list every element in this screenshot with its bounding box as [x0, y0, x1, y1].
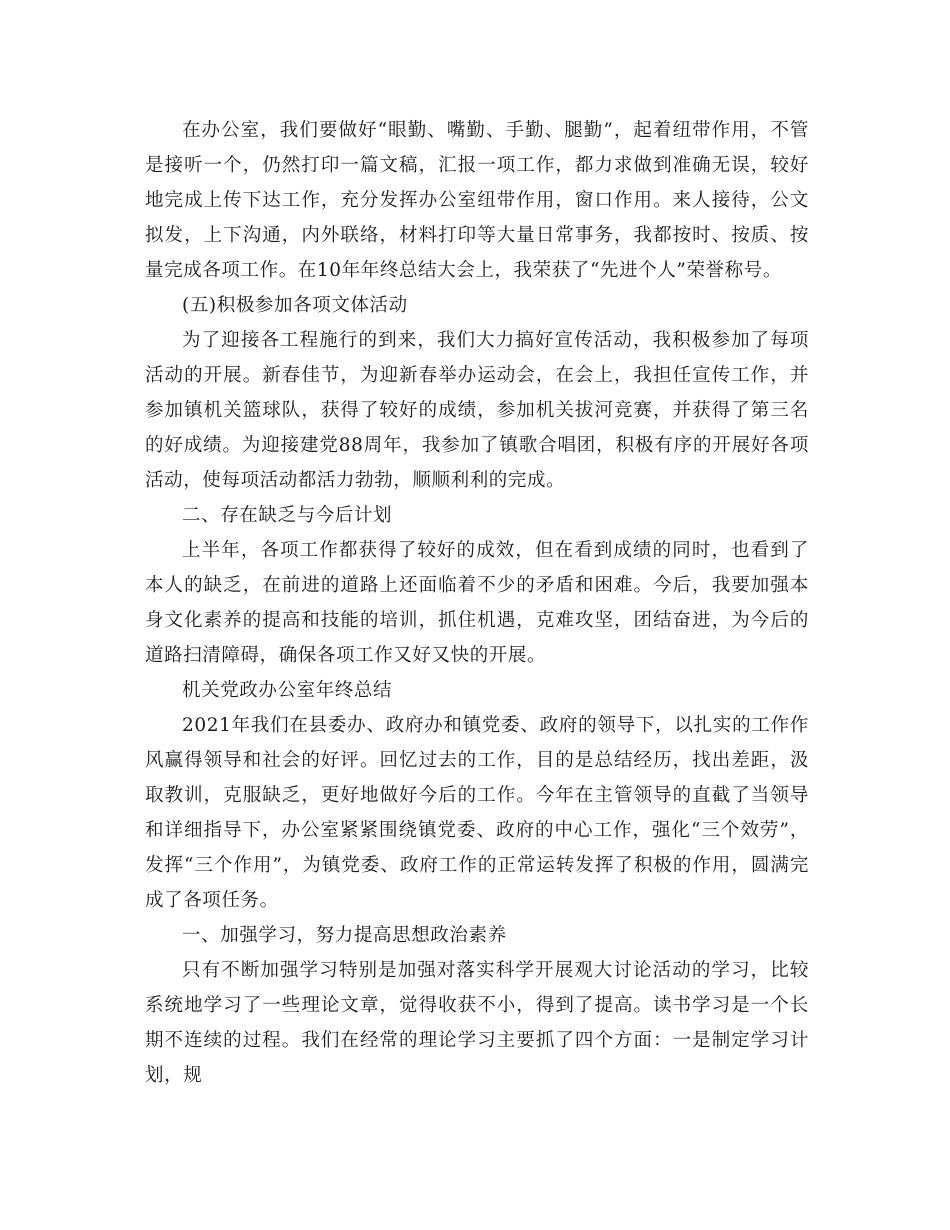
heading-cultural-activities: (五)积极参加各项文体活动	[182, 295, 408, 316]
paragraph-office-work: 在办公室，我们要做好“眼勤、嘴勤、手勤、腿勤”，起着纽带作用，不管是接听一个，仍然打印一篇文稿，汇报一项工作，都力求做到准确无误，较好地完成上传下达工作，充分发挥办公室纽带作用，窗口作用。来人接待，公文拟发，上下沟通，内外联络，材料打印等大量日常事务，我都按时、按质、按量完成各项工作。在10年年终总结大会上，我荣获了“先进个人”荣誉称号。	[145, 120, 809, 281]
heading-shortcomings-plans: 二、存在缺乏与今后计划	[182, 505, 393, 526]
document-body	[145, 113, 809, 1093]
paragraph-activities: 为了迎接各工程施行的到来，我们大力搞好宣传活动，我积极参加了每项活动的开展。新春佳节，为迎新春举办运动会，在会上，我担任宣传工作，并参加镇机关篮球队，获得了较好的成绩，参加机关拔河竞赛，并获得了第三名的好成绩。为迎接建党88周年，我参加了镇歌合唱团，积极有序的开展好各项活动，使每项活动都活力勃勃，顺顺利利的完成。	[145, 330, 809, 491]
heading-year-end-summary: 机关党政办公室年终总结	[182, 680, 393, 701]
paragraph-study: 只有不断加强学习特别是加强对落实科学开展观大讨论活动的学习，比较系统地学习了一些理论文章，觉得收获不小，得到了提高。读书学习是一个长期不连续的过程。我们在经常的理论学习主要抓了四个方面：一是制定学习计划，规	[145, 960, 809, 1086]
heading-strengthen-study: 一、加强学习，努力提高思想政治素养	[182, 925, 507, 946]
paragraph-summary-2021: 2021年我们在县委办、政府办和镇党委、政府的领导下，以扎实的工作作风赢得领导和社会的好评。回忆过去的工作，目的是总结经历，找出差距，汲取教训，克服缺乏，更好地做好今后的工作。今年在主管领导的直截了当领导和详细指导下，办公室紧紧围绕镇党委、政府的中心工作，强化“三个效劳”，发挥“三个作用”，为镇党委、政府工作的正常运转发挥了积极的作用，圆满完成了各项任务。	[145, 715, 809, 911]
paragraph-shortcomings: 上半年，各项工作都获得了较好的成效，但在看到成绩的同时，也看到了本人的缺乏，在前进的道路上还面临着不少的矛盾和困难。今后，我要加强本身文化素养的提高和技能的培训，抓住机遇，克难攻坚，团结奋进，为今后的道路扫清障碍，确保各项工作又好又快的开展。	[145, 540, 809, 666]
